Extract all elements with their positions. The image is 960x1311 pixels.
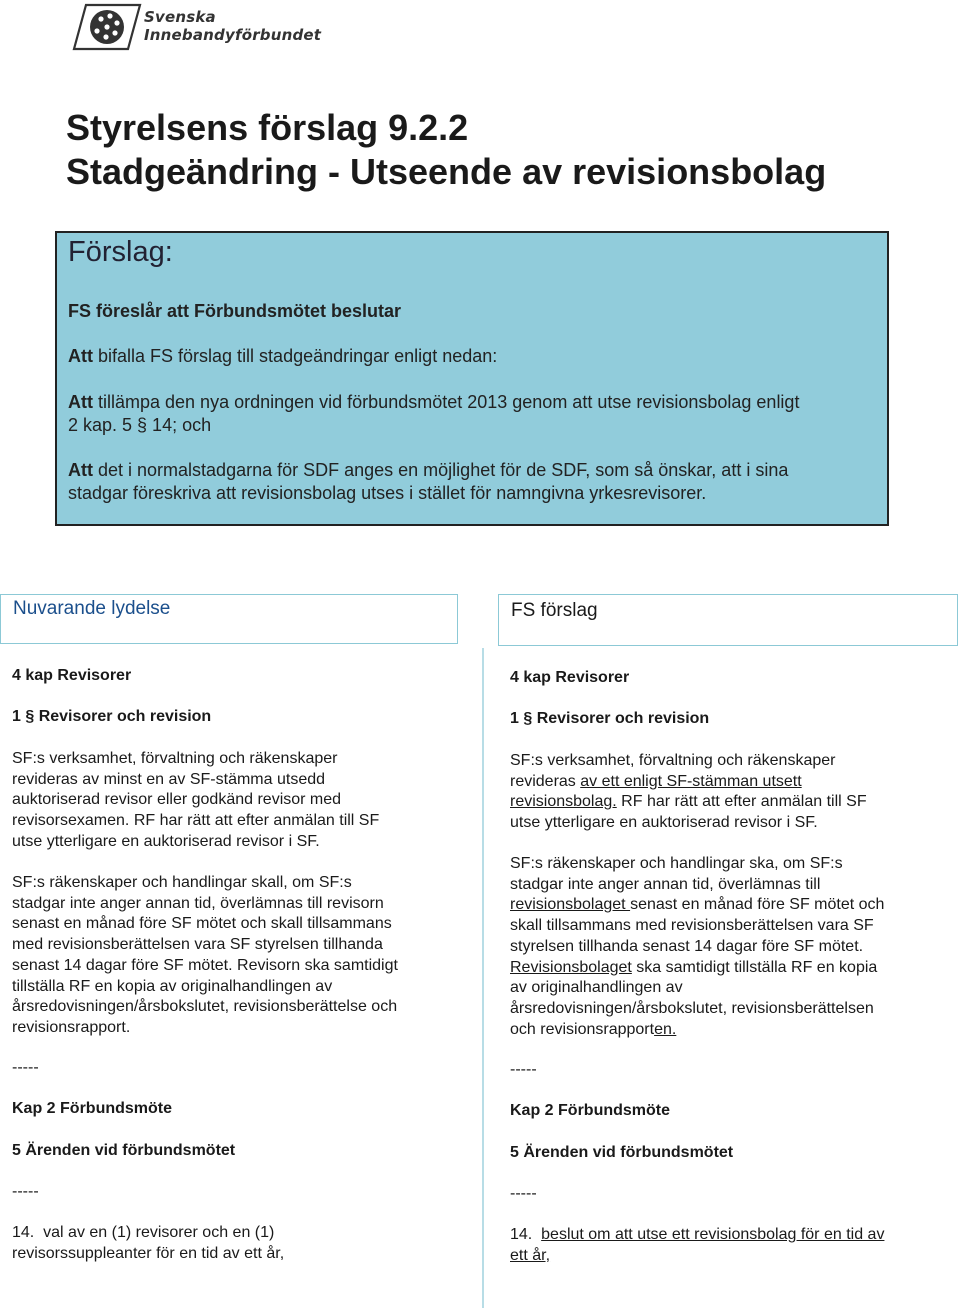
- item-14-number: 14.: [510, 1226, 533, 1243]
- text-line: SF:s räkenskaper och handlingar ska, om SF:s: [510, 855, 843, 872]
- text-line: SF:s räkenskaper och handlingar skall, om SF:s: [12, 874, 352, 891]
- text-line: [510, 792, 867, 813]
- amended-text: en.: [654, 1020, 677, 1038]
- title-line2: Stadgeändring - Utseende av revisionsbolag: [66, 151, 827, 192]
- text-run: och revisionsrapport: [510, 1020, 655, 1038]
- text-line: stadgar inte anger annan tid, överlämnas till revisorn: [12, 894, 384, 912]
- text-run: RF har rätt att efter anmälan till SF: [616, 793, 867, 811]
- section-2-heading: 5 Ärenden vid förbundsmötet: [12, 1142, 236, 1159]
- proposal-line-2-text: bifalla FS förslag till stadgeändringar enligt nedan:: [93, 346, 498, 366]
- proposal-line-4: 2 kap. 5 § 14; och: [68, 415, 212, 435]
- text-line: revisorsexamen. RF har rätt att efter anmälan till SF: [12, 812, 380, 830]
- separator: -----: [12, 1183, 39, 1200]
- section-heading: 1 § Revisorer och revision: [12, 708, 212, 725]
- logo-line2: Innebandyförbundet: [144, 26, 322, 44]
- text-line: senast 14 dagar före SF mötet. Revisorn ska samtidigt: [12, 956, 398, 974]
- text-line: senast en månad före SF mötet och skall tillsammans: [12, 915, 392, 933]
- att-keyword: Att: [68, 392, 93, 412]
- amended-text: revisionsbolag.: [510, 793, 617, 811]
- text-line: SF:s verksamhet, förvaltning och räkenskaper: [12, 750, 338, 767]
- chapter-2-heading: Kap 2 Förbundsmöte: [12, 1100, 173, 1117]
- item-14: [12, 1223, 284, 1264]
- section-2-heading: 5 Ärenden vid förbundsmötet: [510, 1144, 734, 1161]
- text-line: årsredovisningen/årsbokslutet, revisionsberättelsen: [510, 999, 874, 1017]
- left-column: [12, 0, 472, 1311]
- att-keyword: Att: [68, 346, 93, 366]
- amended-text: av ett enligt SF-stämman utsett: [580, 772, 802, 790]
- proposal-line-1-text: FS föreslår att Förbundsmötet beslutar: [68, 301, 402, 321]
- item-14-line-2: ett år,: [510, 1246, 551, 1264]
- paragraph-2: [510, 854, 884, 1040]
- text-run: ska samtidigt tillställa RF en kopia: [631, 958, 878, 976]
- paragraph-1: [12, 749, 379, 853]
- item-14-line-2: revisorssuppleanter för en tid av ett år,: [12, 1244, 285, 1262]
- text-line: stadgar inte anger annan tid, överlämnas till: [510, 875, 821, 893]
- text-line: utse ytterligare en auktoriserad revisor i SF.: [510, 814, 818, 832]
- item-14-text: beslut om att utse ett revisionsbolag för en tid av: [541, 1226, 885, 1243]
- proposal-line-3-text: tillämpa den nya ordningen vid förbundsmötet 2013 genom att utse revisionsbolag enligt: [93, 392, 800, 412]
- text-line: [510, 958, 884, 979]
- logo-line1: Svenska: [144, 8, 216, 26]
- right-column-header-label: FS förslag: [511, 600, 598, 621]
- text-line: [510, 772, 867, 793]
- section-heading: 1 § Revisorer och revision: [510, 710, 710, 727]
- column-divider: [482, 648, 484, 1308]
- text-line: utse ytterligare en auktoriserad revisor i SF.: [12, 832, 320, 850]
- item-14-line-1: [510, 1225, 884, 1246]
- paragraph-1: [510, 751, 867, 834]
- text-line: tillställa RF en kopia av originalhandlingen av: [12, 977, 333, 995]
- chapter-heading: 4 kap Revisorer: [510, 669, 630, 686]
- separator: -----: [510, 1185, 537, 1202]
- text-line: auktoriserad revisor eller godkänd revisor med: [12, 791, 342, 809]
- text-line: av originalhandlingen av: [510, 979, 683, 997]
- proposal-line-5-text: det i normalstadgarna för SDF anges en möjlighet för de SDF, som så önskar, att i sina: [93, 460, 789, 480]
- amended-text: revisionsbolaget: [510, 896, 631, 914]
- title-line1: Styrelsens förslag 9.2.2: [66, 107, 469, 148]
- item-14-number: 14.: [12, 1224, 35, 1241]
- right-column: [510, 0, 950, 1311]
- text-line: [510, 1020, 884, 1041]
- item-14: [510, 1225, 884, 1266]
- text-line: SF:s verksamhet, förvaltning och räkenskaper: [510, 752, 836, 769]
- chapter-2-heading: Kap 2 Förbundsmöte: [510, 1102, 671, 1119]
- item-14-text: val av en (1) revisorer och en (1): [43, 1224, 275, 1241]
- separator: -----: [510, 1061, 537, 1078]
- proposal-heading: Förslag:: [68, 236, 173, 268]
- text-run: revideras: [510, 772, 581, 790]
- text-line: årsredovisningen/årsbokslutet, revisionsberättelse och: [12, 998, 398, 1016]
- text-line: skall tillsammans med revisionsberättelsen vara SF: [510, 917, 874, 935]
- proposal-line-6: stadgar föreskriva att revisionsbolag utses i stället för namngivna yrkesrevisorer.: [68, 483, 707, 503]
- att-keyword: Att: [68, 460, 93, 480]
- left-column-header-label: Nuvarande lydelse: [13, 598, 171, 619]
- text-line: revideras av minst en av SF-stämma utsedd: [12, 770, 326, 788]
- text-run: senast en månad före SF mötet och: [630, 896, 885, 914]
- text-line: [510, 895, 884, 916]
- amended-text: Revisionsbolaget: [510, 958, 632, 976]
- text-line: styrelsen tillhanda senast 14 dagar före SF mötet.: [510, 937, 864, 955]
- chapter-heading: 4 kap Revisorer: [12, 667, 132, 684]
- separator: -----: [12, 1059, 39, 1076]
- text-line: med revisionsberättelsen vara SF styrelsen tillhanda: [12, 936, 383, 954]
- paragraph-2: [12, 873, 398, 1039]
- item-14-line-1: [12, 1223, 284, 1244]
- text-line: revisionsrapport.: [12, 1018, 131, 1036]
